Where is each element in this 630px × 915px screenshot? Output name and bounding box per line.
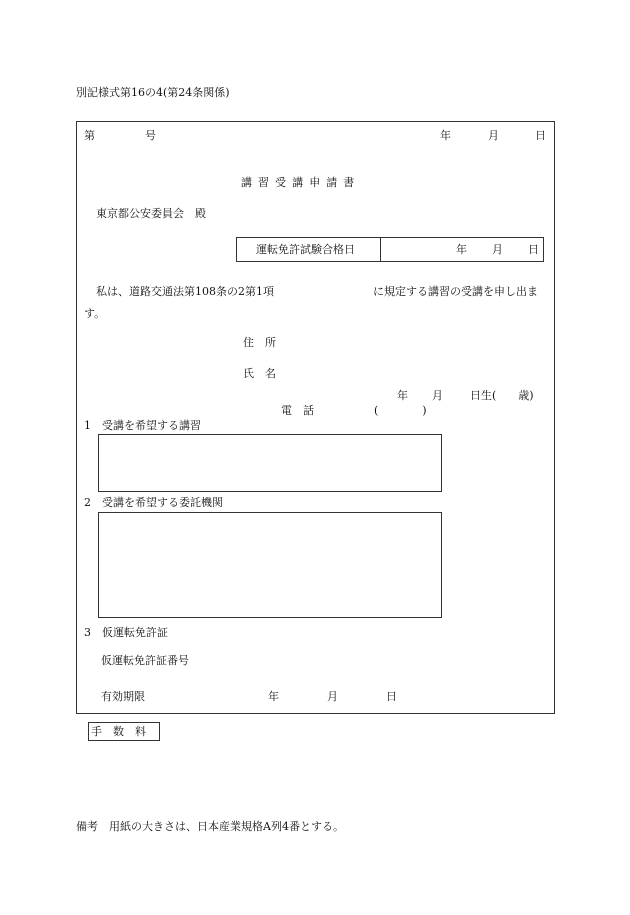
addressee: 東京都公安委員会 殿 [96,207,206,220]
phone-paren: ( ) [374,404,427,417]
item1-label: 1 受講を希望する講習 [84,419,201,432]
fee-label: 手 数 料 [91,725,146,738]
name-label: 氏 名 [243,367,276,380]
desired-agency-box[interactable] [98,512,442,618]
phone-label: 電 話 [281,404,314,417]
header-go: 号 [145,129,156,142]
validity-year: 年 [268,690,279,703]
item3-label: 3 仮運転免許証 [84,626,168,639]
birth-year: 年 [397,389,408,402]
pass-date-label: 運転免許試験合格日 [256,243,355,256]
statement-part2: に規定する講習の受講を申し出ま [373,285,538,298]
validity-month: 月 [327,690,338,703]
statement-cont: す。 [84,307,106,320]
form-number: 別記様式第16の4(第24条関係) [76,86,230,99]
pass-month[interactable]: 月 [492,243,503,256]
validity-day: 日 [386,690,397,703]
pass-year[interactable]: 年 [456,243,467,256]
statement-part1: 私は、道路交通法第108条の2第1項 [96,285,274,298]
header-dai: 第 [84,129,95,142]
header-day: 日 [535,129,546,142]
pass-day[interactable]: 日 [528,243,539,256]
validity-label: 有効期限 [101,690,145,703]
license-number-label: 仮運転免許証番号 [101,654,189,667]
header-month: 月 [488,129,499,142]
birth-day-age: 日生( 歳) [470,389,534,402]
pass-date-divider [380,237,381,262]
form-title: 講習受講申請書 [241,176,361,189]
desired-course-box[interactable] [98,434,442,492]
birth-month: 月 [432,389,443,402]
item2-label: 2 受講を希望する委託機関 [84,496,223,509]
header-year: 年 [440,129,451,142]
address-label: 住 所 [243,336,276,349]
note: 備考 用紙の大きさは、日本産業規格A列4番とする。 [76,820,344,833]
